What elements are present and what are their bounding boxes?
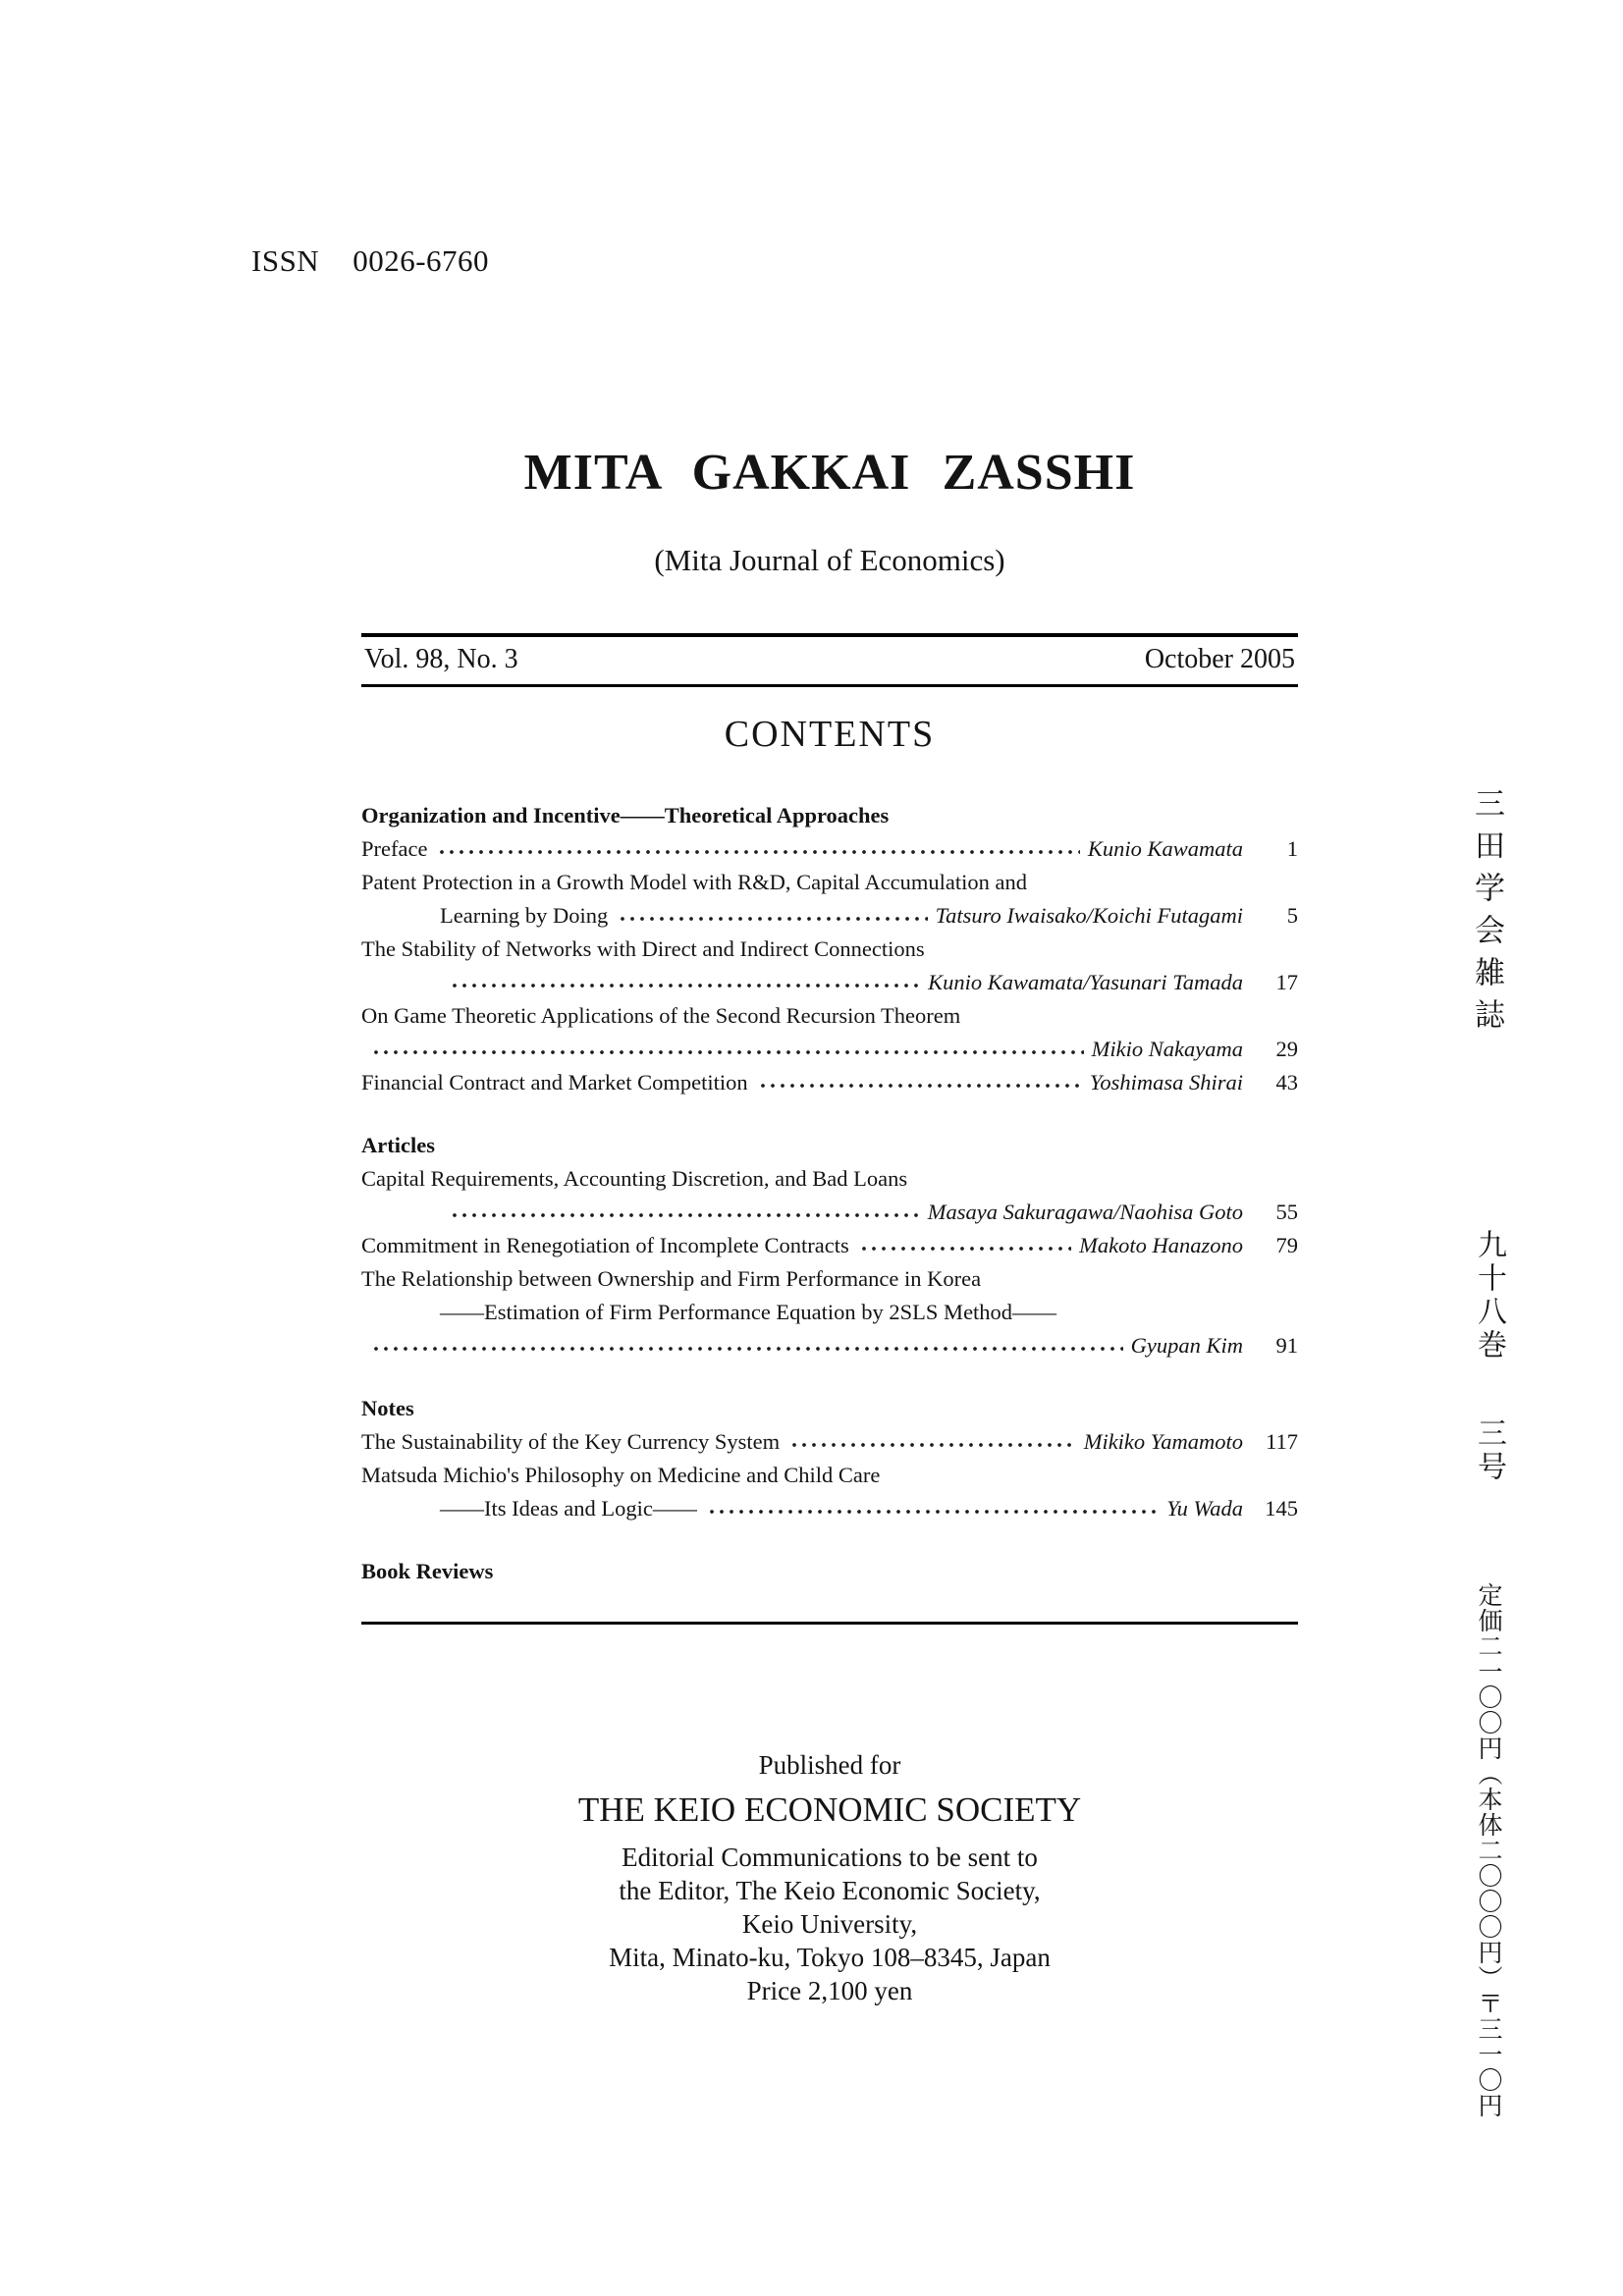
toc-entry-title: The Relationship between Ownership and Firm Performance in Korea xyxy=(361,1266,982,1291)
vertical-volume-jp: 九十八巻 xyxy=(1473,1229,1505,1362)
dot-leader xyxy=(756,1066,1082,1099)
toc-row xyxy=(361,1066,1298,1099)
toc-row xyxy=(361,1492,1298,1525)
volume-number: Vol. 98, No. 3 xyxy=(364,644,518,674)
dot-leader xyxy=(448,966,920,999)
society-name: THE KEIO ECONOMIC SOCIETY xyxy=(577,1790,1082,1829)
main-content xyxy=(361,444,1298,2007)
dot-leader xyxy=(369,1329,1123,1362)
toc-row xyxy=(361,1162,1298,1196)
toc-row xyxy=(361,1296,1298,1329)
toc-entry-page: 29 xyxy=(1275,1037,1298,1061)
toc-section-heading: Notes xyxy=(361,1396,414,1420)
toc-row xyxy=(361,1033,1298,1066)
toc-entry-page: 91 xyxy=(1275,1333,1298,1358)
footer-line: Mita, Minato-ku, Tokyo 108–8345, Japan xyxy=(609,1943,1051,1972)
vertical-issue-number-jp: 三号 xyxy=(1473,1417,1505,1484)
toc-entry-title: ——Its Ideas and Logic—— xyxy=(440,1496,697,1521)
toc-entry-page: 17 xyxy=(1275,970,1298,994)
journal-subtitle: (Mita Journal of Economics) xyxy=(654,543,1005,577)
toc-entry-page: 5 xyxy=(1286,903,1298,928)
toc-entry-title: Financial Contract and Market Competition xyxy=(361,1070,748,1095)
toc-entry-title: Capital Requirements, Accounting Discretion, and Bad Loans xyxy=(361,1166,908,1191)
toc-row xyxy=(361,1229,1298,1262)
toc-entry-title: On Game Theoretic Applications of the Second Recursion Theorem xyxy=(361,1003,961,1028)
toc-entry-page: 55 xyxy=(1275,1200,1298,1224)
toc-row xyxy=(361,933,1298,966)
toc-entry-author: Masaya Sakuragawa/Naohisa Goto xyxy=(927,1200,1243,1224)
dot-leader xyxy=(369,1033,1084,1066)
toc-row xyxy=(361,1196,1298,1229)
toc-entry-title: Commitment in Renegotiation of Incomplete Contracts xyxy=(361,1233,849,1257)
toc-entry-author: Makoto Hanazono xyxy=(1079,1233,1243,1257)
dot-leader xyxy=(857,1229,1071,1262)
toc-section xyxy=(361,799,1298,1099)
toc-row xyxy=(361,1262,1298,1296)
toc-section-heading: Articles xyxy=(361,1133,435,1157)
journal-title: MITA GAKKAI ZASSHI xyxy=(523,445,1136,501)
toc-entry-author: Yu Wada xyxy=(1166,1496,1243,1521)
contents-heading: CONTENTS xyxy=(724,714,936,755)
toc-row xyxy=(361,1329,1298,1362)
issue-date: October 2005 xyxy=(1144,644,1295,674)
toc-entry-author: Mikio Nakayama xyxy=(1091,1037,1243,1061)
toc-row xyxy=(361,832,1298,866)
toc-entry-page: 145 xyxy=(1265,1496,1298,1521)
toc-row xyxy=(361,866,1298,899)
dot-leader xyxy=(435,832,1079,866)
toc-entry-author: Yoshimasa Shirai xyxy=(1089,1070,1243,1095)
toc-entry-page: 117 xyxy=(1266,1429,1298,1454)
bottom-rule xyxy=(361,1622,1298,1625)
footer-line: Price 2,100 yen xyxy=(746,1976,913,2005)
footer-line: Editorial Communications to be sent to xyxy=(622,1842,1038,1872)
toc-entry-title: ——Estimation of Firm Performance Equation by 2SLS Method—— xyxy=(440,1300,1057,1324)
dot-leader xyxy=(705,1492,1159,1525)
volume-date-row xyxy=(361,637,1298,684)
toc xyxy=(361,799,1298,1588)
toc-row xyxy=(361,1425,1298,1459)
toc-row xyxy=(361,966,1298,999)
toc-entry-title: The Stability of Networks with Direct and Indirect Connections xyxy=(361,936,925,961)
mid-rule xyxy=(361,684,1298,687)
toc-entry-page: 43 xyxy=(1275,1070,1298,1095)
issn-label: ISSN xyxy=(251,243,320,278)
toc-row xyxy=(361,899,1298,933)
issn-value: 0026-6760 xyxy=(352,243,490,278)
dot-leader xyxy=(448,1196,920,1229)
toc-entry-title: Patent Protection in a Growth Model with R&D, Capital Accumulation and xyxy=(361,870,1028,894)
toc-entry-title: The Sustainability of the Key Currency System xyxy=(361,1429,781,1454)
toc-section-heading: Organization and Incentive——Theoretical Approaches xyxy=(361,803,890,828)
toc-section xyxy=(361,1555,1298,1588)
toc-entry-title: Preface xyxy=(361,836,428,861)
vertical-price-jp: 定価二一〇〇円（本体二〇〇〇円）〒三一〇円 xyxy=(1475,1582,1501,2118)
toc-entry-author: Tatsuro Iwaisako/Koichi Futagami xyxy=(935,903,1243,928)
toc-row xyxy=(361,1459,1298,1492)
footer-line: the Editor, The Keio Economic Society, xyxy=(619,1876,1041,1905)
vertical-journal-title-jp: 三田学会雑誌 xyxy=(1470,787,1504,1041)
published-for-line: Published for xyxy=(758,1750,901,1780)
toc-entry-author: Kunio Kawamata xyxy=(1087,836,1243,861)
toc-section xyxy=(361,1392,1298,1525)
toc-section xyxy=(361,1129,1298,1362)
dot-leader xyxy=(787,1425,1076,1459)
toc-entry-title: Learning by Doing xyxy=(440,903,609,928)
toc-section-heading: Book Reviews xyxy=(361,1559,494,1583)
publisher-footer xyxy=(361,1748,1298,2007)
toc-entry-page: 1 xyxy=(1286,836,1298,861)
toc-entry-page: 79 xyxy=(1275,1233,1298,1257)
toc-entry-author: Gyupan Kim xyxy=(1130,1333,1243,1358)
dot-leader xyxy=(616,899,927,933)
toc-entry-author: Mikiko Yamamoto xyxy=(1083,1429,1243,1454)
toc-entry-author: Kunio Kawamata/Yasunari Tamada xyxy=(928,970,1243,994)
toc-entry-title: Matsuda Michio's Philosophy on Medicine and Child Care xyxy=(361,1463,881,1487)
issn-line xyxy=(251,243,489,279)
toc-row xyxy=(361,999,1298,1033)
footer-line: Keio University, xyxy=(741,1909,918,1939)
